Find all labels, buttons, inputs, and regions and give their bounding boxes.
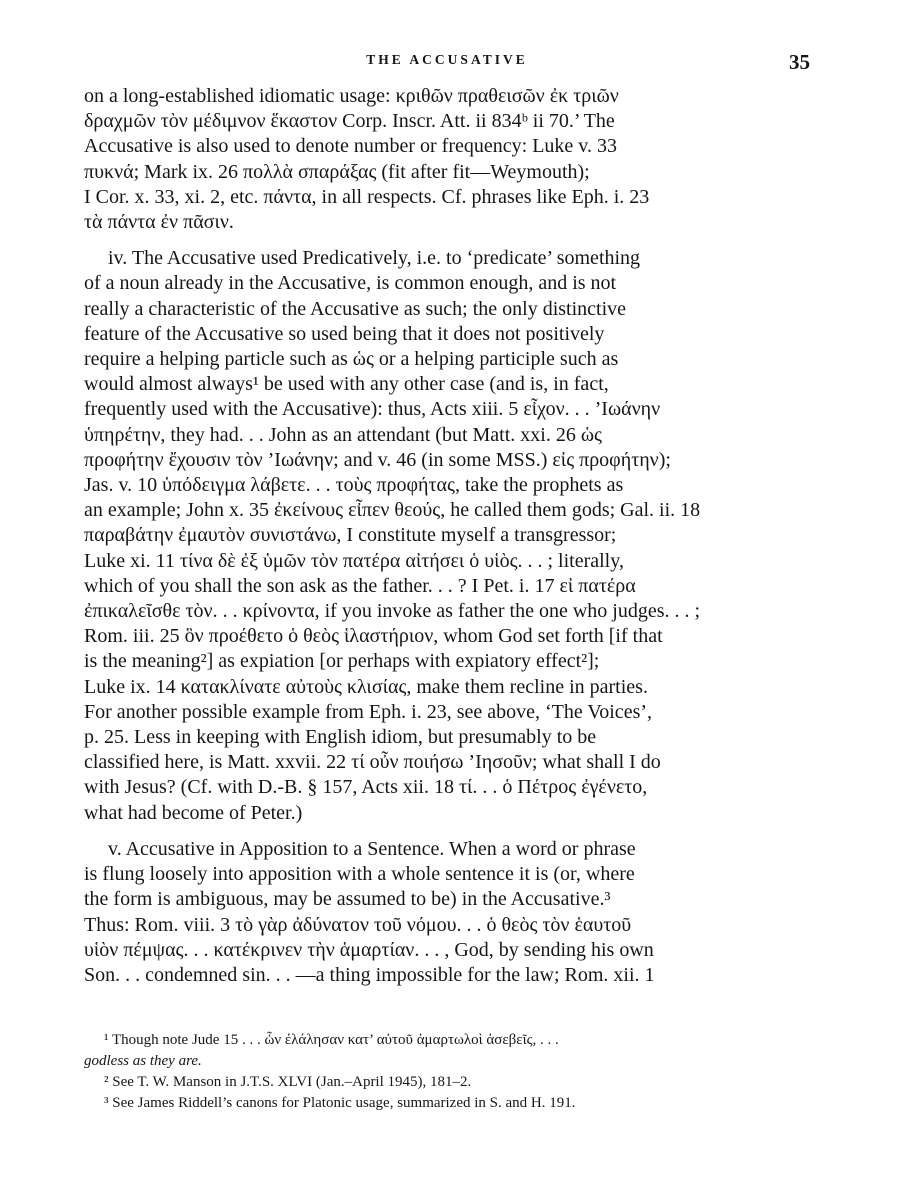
text-line: παραβάτην ἐμαυτὸν συνιστάνω, I constitute myself a transgressor; — [84, 524, 617, 547]
page-header — [84, 50, 810, 76]
text-line: τὰ πάντα ἐν πᾶσιν. — [84, 211, 234, 234]
text-line: p. 25. Less in keeping with English idiom, but presumably to be — [84, 726, 597, 749]
text-line: δραχμῶν τὸν μέδιμνον ἕκαστον Corp. Inscr. Att. ii 834ᵇ ii 70.’ The — [84, 110, 615, 133]
footnote-2 — [84, 1072, 810, 1093]
text-line: classified here, is Matt. xxvii. 22 τί οὖν ποιήσω ’Ιησοῦν; what shall I do — [84, 751, 661, 774]
footnotes — [84, 1030, 810, 1114]
text-line: is flung loosely into apposition with a whole sentence it is (or, where — [84, 863, 635, 886]
footnote-line: ³ See James Riddell’s canons for Platonic usage, summarized in S. and H. 191. — [104, 1095, 576, 1111]
text-line: πυκνά; Mark ix. 26 πολλὰ σπαράξας (fit after fit—Weymouth); — [84, 160, 590, 183]
text-line: Thus: Rom. viii. 3 τὸ γὰρ ἀδύνατον τοῦ νόμου. . . ὁ θεὸς τὸν ἑαυτοῦ — [84, 913, 632, 936]
text-line: which of you shall the son ask as the father. . . ? I Pet. i. 17 εἰ πατέρα — [84, 574, 636, 597]
footnote-3 — [84, 1093, 810, 1114]
text-line: Accusative is also used to denote number or frequency: Luke v. 33 — [84, 135, 617, 158]
text-line: Luke xi. 11 τίνα δὲ ἐξ ὑμῶν τὸν πατέρα αἰτήσει ὁ υἱὸς. . . ; literally, — [84, 549, 624, 572]
text-line: require a helping particle such as ὡς or a helping participle such as — [84, 348, 619, 371]
text-line: v. Accusative in Apposition to a Sentence. When a word or phrase — [108, 837, 636, 860]
text-line: is the meaning²] as expiation [or perhaps with expiatory effect²]; — [84, 650, 600, 673]
text-line: iv. The Accusative used Predicatively, i.e. to ‘predicate’ something — [108, 247, 641, 270]
text-line: Rom. iii. 25 ὃν προέθετο ὁ θεὸς ἱλαστήριον, whom God set forth [if that — [84, 625, 663, 648]
footnote-line: ¹ Though note Jude 15 . . . ὧν ἐλάλησαν κατ’ αὐτοῦ ἁμαρτωλοὶ ἀσεβεῖς, . . . — [104, 1032, 559, 1048]
body-text — [84, 84, 810, 988]
footnote-1 — [84, 1030, 810, 1072]
text-line: Luke ix. 14 κατακλίνατε αὐτοὺς κλισίας, make them recline in parties. — [84, 675, 648, 698]
text-line: ὑπηρέτην, they had. . . John as an attendant (but Matt. xxi. 26 ὡς — [84, 423, 602, 446]
text-line: Jas. v. 10 ὑπόδειγμα λάβετε. . . τοὺς προφήτας, take the prophets as — [84, 474, 624, 497]
text-line: with Jesus? (Cf. with D.-B. § 157, Acts xii. 18 τί. . . ὁ Πέτρος ἐγένετο, — [84, 776, 648, 799]
paragraph-continuation — [84, 84, 810, 235]
paragraph-iv-predicative — [84, 246, 810, 826]
text-line: I Cor. x. 33, xi. 2, etc. πάντα, in all respects. Cf. phrases like Eph. i. 23 — [84, 185, 650, 208]
footnote-line: godless as they are. — [84, 1053, 202, 1069]
text-line: feature of the Accusative so used being that it does not positively — [84, 322, 605, 345]
text-line: would almost always¹ be used with any other case (and is, in fact, — [84, 373, 609, 396]
text-line: of a noun already in the Accusative, is common enough, and is not — [84, 272, 617, 295]
footnote-line: ² See T. W. Manson in J.T.S. XLVI (Jan.–April 1945), 181–2. — [104, 1074, 472, 1090]
paragraph-v-apposition — [84, 837, 810, 988]
text-line: on a long-established idiomatic usage: κριθῶν πραθεισῶν ἐκ τριῶν — [84, 85, 619, 107]
page-number: 35 — [789, 50, 810, 74]
text-line: υἱὸν πέμψας. . . κατέκρινεν τὴν ἁμαρτίαν. . . , God, by sending his own — [84, 938, 654, 961]
text-line: what had become of Peter.) — [84, 801, 303, 824]
text-line: really a characteristic of the Accusative as such; the only distinctive — [84, 297, 627, 320]
running-head: THE ACCUSATIVE — [366, 52, 528, 67]
text-line: Son. . . condemned sin. . . —a thing impossible for the law; Rom. xii. 1 — [84, 963, 655, 986]
text-line: ἐπικαλεῖσθε τὸν. . . κρίνοντα, if you invoke as father the one who judges. . . ; — [84, 600, 701, 623]
text-line: προφήτην ἔχουσιν τὸν ’Ιωάνην; and v. 46 (in some MSS.) εἰς προφήτην); — [84, 448, 671, 471]
text-line: For another possible example from Eph. i. 23, see above, ‘The Voices’, — [84, 700, 653, 723]
text-line: frequently used with the Accusative): thus, Acts xiii. 5 εἶχον. . . ’Ιωάνην — [84, 398, 661, 421]
text-line: the form is ambiguous, may be assumed to be) in the Accusative.³ — [84, 888, 611, 911]
text-line: an example; John x. 35 ἐκείνους εἶπεν θεούς, he called them gods; Gal. ii. 18 — [84, 499, 701, 522]
